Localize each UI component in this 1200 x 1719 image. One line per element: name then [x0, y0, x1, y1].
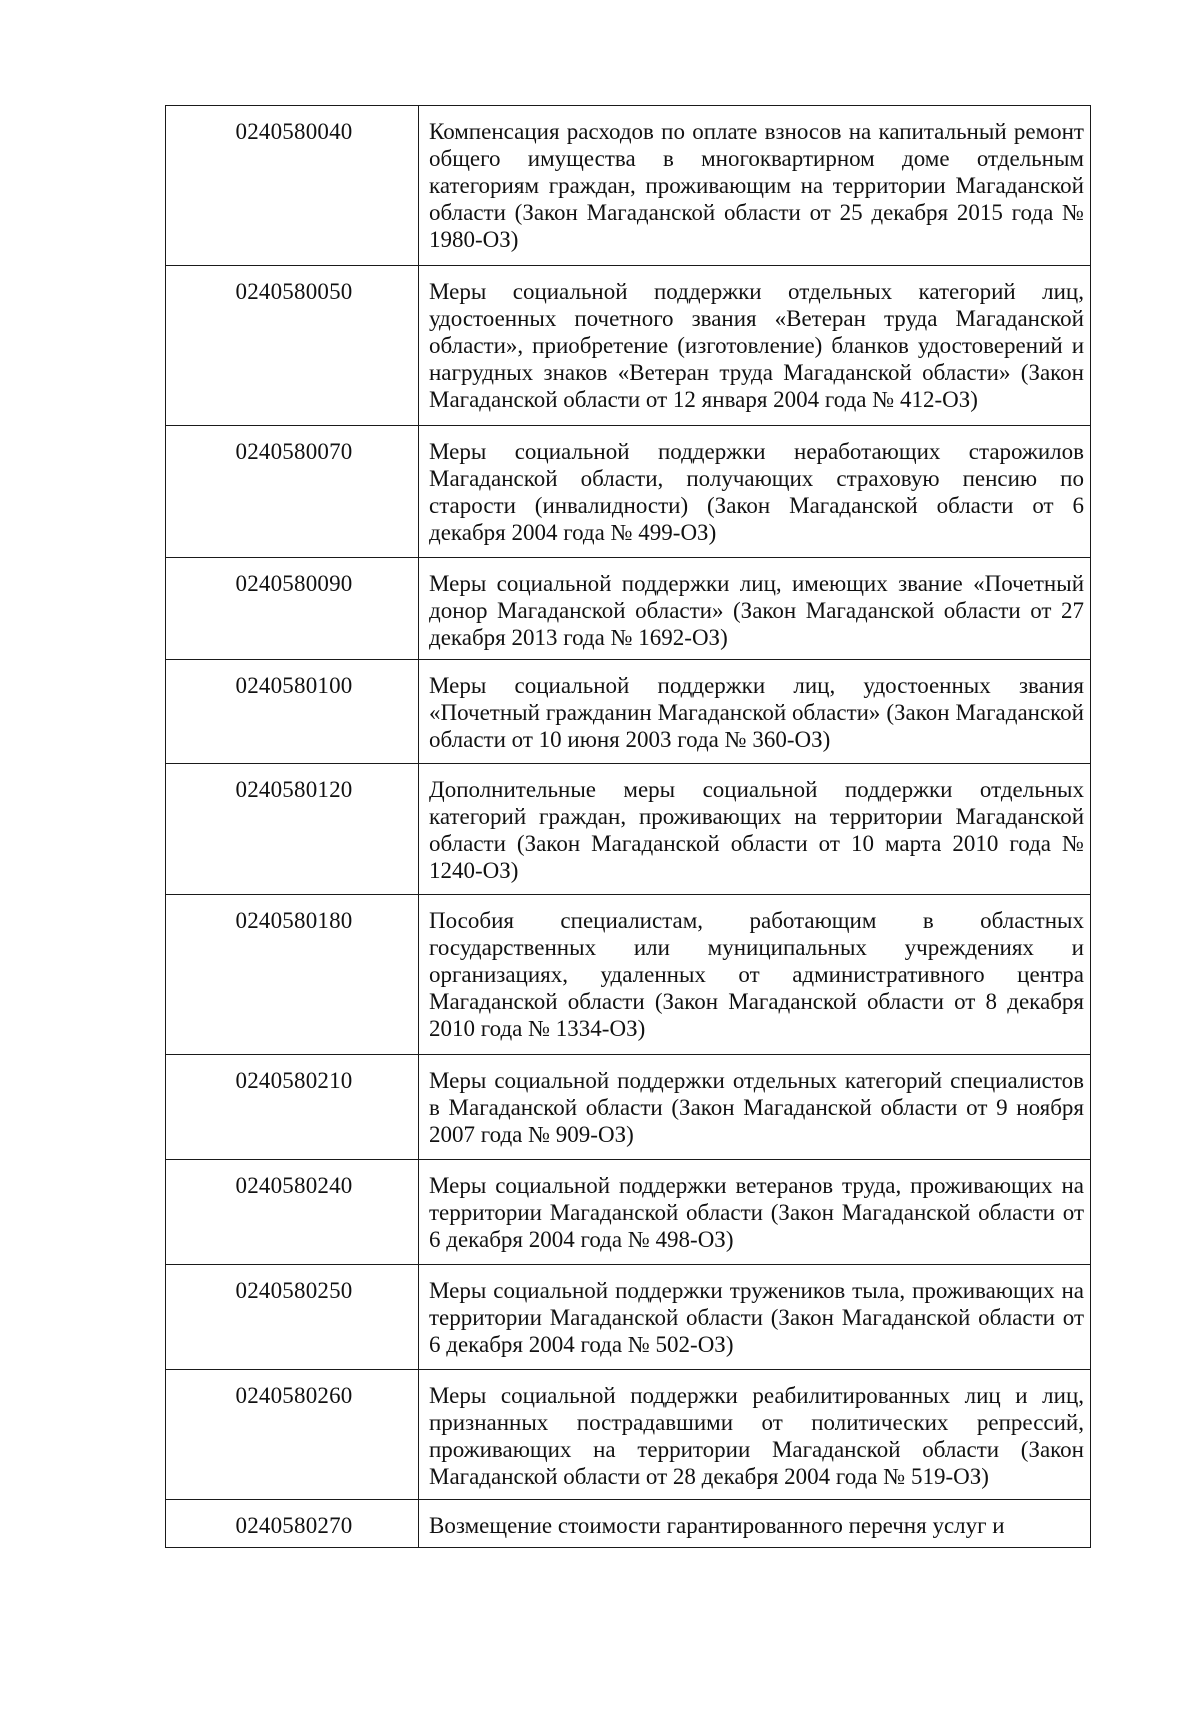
description-cell: Меры социальной поддержки лиц, удостоенных звания «Почетный гражданин Магаданской области» (Закон Магаданской области от 10 июня 2003 года № 360-ОЗ)	[419, 660, 1091, 764]
description-cell: Пособия специалистам, работающим в областных государственных или муниципальных учреждениях и организациях, удаленных от административного центра Магаданской области (Закон Магаданской области от 8 декабря 2010 года № 1334-ОЗ)	[419, 895, 1091, 1055]
description-cell: Меры социальной поддержки реабилитированных лиц и лиц, признанных пострадавшими от политических репрессий, проживающих на территории Магаданской области (Закон Магаданской области от 28 декабря 2004 года № 519-ОЗ)	[419, 1370, 1091, 1500]
description-cell: Меры социальной поддержки отдельных категорий лиц, удостоенных почетного звания «Ветеран труда Магаданской области», приобретение (изготовление) бланков удостоверений и нагрудных знаков «Ветеран труда Магаданской области» (Закон Магаданской области от 12 января 2004 года № 412-ОЗ)	[419, 266, 1091, 426]
description-cell: Возмещение стоимости гарантированного перечня услуг и	[419, 1500, 1091, 1548]
table-row	[166, 660, 1091, 764]
description-cell: Дополнительные меры социальной поддержки отдельных категорий граждан, проживающих на территории Магаданской области (Закон Магаданской области от 10 марта 2010 года № 1240-ОЗ)	[419, 764, 1091, 895]
description-cell: Меры социальной поддержки ветеранов труда, проживающих на территории Магаданской области (Закон Магаданской области от 6 декабря 2004 года № 498-ОЗ)	[419, 1160, 1091, 1265]
table-row	[166, 1500, 1091, 1548]
code-cell: 0240580070	[166, 426, 419, 558]
code-cell: 0240580120	[166, 764, 419, 895]
table-row	[166, 1160, 1091, 1265]
table-row	[166, 426, 1091, 558]
table-row	[166, 558, 1091, 660]
code-cell: 0240580090	[166, 558, 419, 660]
description-cell: Меры социальной поддержки лиц, имеющих звание «Почетный донор Магаданской области» (Закон Магаданской области от 27 декабря 2013 года № 1692-ОЗ)	[419, 558, 1091, 660]
code-cell: 0240580180	[166, 895, 419, 1055]
code-cell: 0240580050	[166, 266, 419, 426]
table-body	[166, 106, 1091, 1548]
table-row	[166, 1370, 1091, 1500]
table-row	[166, 764, 1091, 895]
code-cell: 0240580260	[166, 1370, 419, 1500]
description-cell: Меры социальной поддержки неработающих старожилов Магаданской области, получающих страховую пенсию по старости (инвалидности) (Закон Магаданской области от 6 декабря 2004 года № 499-ОЗ)	[419, 426, 1091, 558]
budget-classification-table	[165, 105, 1091, 1548]
code-cell: 0240580100	[166, 660, 419, 764]
table-row	[166, 1055, 1091, 1160]
code-cell: 0240580210	[166, 1055, 419, 1160]
description-cell: Меры социальной поддержки тружеников тыла, проживающих на территории Магаданской области (Закон Магаданской области от 6 декабря 2004 года № 502-ОЗ)	[419, 1265, 1091, 1370]
code-cell: 0240580250	[166, 1265, 419, 1370]
description-cell: Меры социальной поддержки отдельных категорий специалистов в Магаданской области (Закон Магаданской области от 9 ноября 2007 года № 909-ОЗ)	[419, 1055, 1091, 1160]
table-row	[166, 266, 1091, 426]
table-row	[166, 1265, 1091, 1370]
description-cell: Компенсация расходов по оплате взносов на капитальный ремонт общего имущества в многоквартирном доме отдельным категориям граждан, проживающим на территории Магаданской области (Закон Магаданской области от 25 декабря 2015 года № 1980-ОЗ)	[419, 106, 1091, 266]
table-row	[166, 106, 1091, 266]
code-cell: 0240580270	[166, 1500, 419, 1548]
table-row	[166, 895, 1091, 1055]
code-cell: 0240580040	[166, 106, 419, 266]
code-cell: 0240580240	[166, 1160, 419, 1265]
